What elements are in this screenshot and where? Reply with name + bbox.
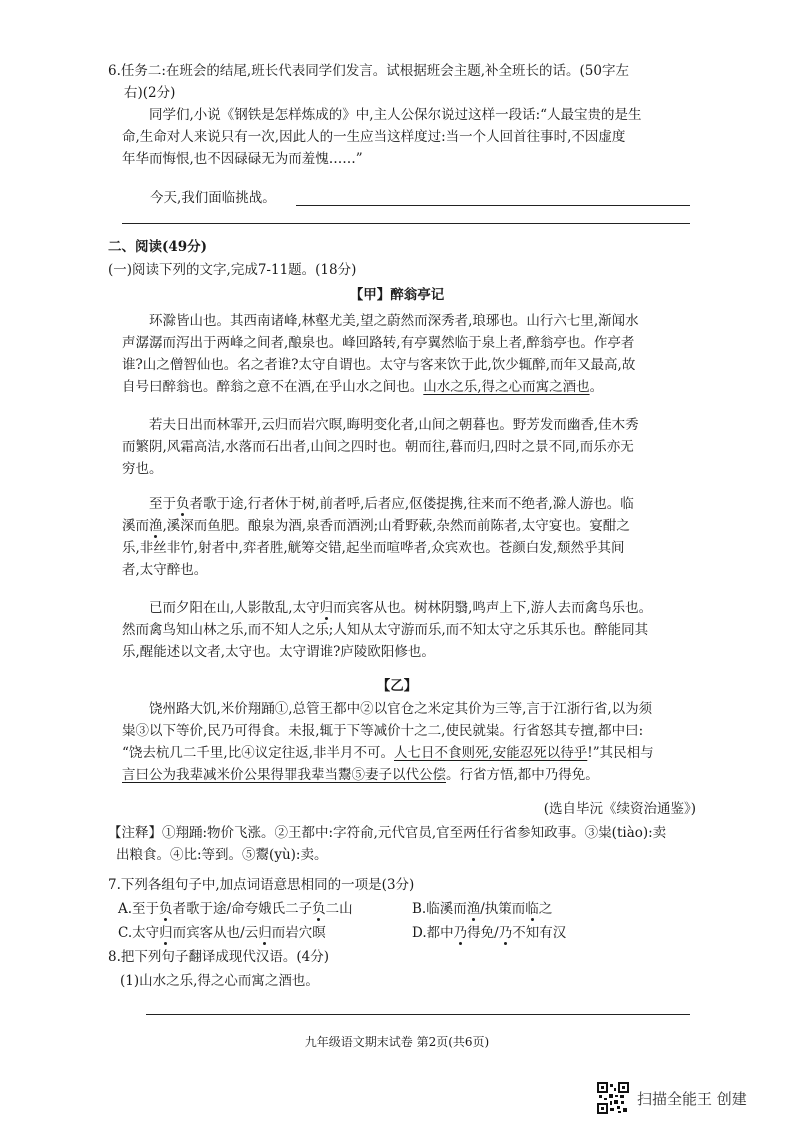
yi-source: (选自毕沅《续资治通鉴》) <box>543 801 696 817</box>
answer-line-3[interactable] <box>146 1014 690 1015</box>
q7-option-b[interactable]: B.临溪而渔/执策而临之 <box>412 901 553 917</box>
q6-quote-3: 年华而悔恨,也不因碌碌无为而羞愧……” <box>122 151 363 167</box>
q7-option-d[interactable]: D.都中乃得免/乃不知有汉 <box>412 925 567 941</box>
q7-option-a[interactable]: A.至于负者歌于途/命夸娥氏二子负二山 <box>118 901 353 917</box>
jia-p2-l3: 穷也。 <box>122 461 163 477</box>
q7-row-1 <box>118 898 678 920</box>
q6-quote-1: 同学们,小说《钢铁是怎样炼成的》中,主人公保尔说过这样一段话:“人最宝贵的是生 <box>149 107 642 123</box>
jia-p4-l2: 然而禽鸟知山林之乐,而不知人之乐;人知从太守游而乐,而不知太守之乐其乐也。醉能同其 <box>122 622 649 638</box>
dotted-word: 归 <box>319 600 334 616</box>
q7-row-2 <box>118 922 678 944</box>
notes-l2: 出粮食。④比:等到。⑤鬻(yù):卖。 <box>116 847 328 863</box>
jia-p1-l3: 谁?山之僧智仙也。名之者谁?太守自谓也。太守与客来饮于此,饮少辄醉,而年又最高,故 <box>122 357 636 373</box>
q7-stem: 7.下列各组句子中,加点词语意思相同的一项是(3分) <box>108 877 415 893</box>
jia-p3-l2: 溪而渔,溪深而鱼肥。酿泉为酒,泉香而酒洌;山肴野蔌,杂然而前陈者,太守宴也。宴酣之 <box>122 518 630 534</box>
jia-p2-l1: 若夫日出而林霏开,云归而岩穴暝,晦明变化者,山间之朝暮也。野芳发而幽香,佳木秀 <box>149 417 639 433</box>
jia-p3-l3: 乐,非丝非竹,射者中,弈者胜,觥筹交错,起坐而喧哗者,众宾欢也。苍颜白发,颓然乎其间 <box>122 540 625 556</box>
jia-p3-l1: 至于负者歌于途,行者休于树,前者呼,后者应,伛偻提携,往来而不绝者,滁人游也。临 <box>149 496 634 512</box>
scanner-watermark <box>597 1082 747 1114</box>
answer-line-1[interactable] <box>296 205 690 206</box>
jia-p1-l1: 环滁皆山也。其西南诸峰,林壑尤美,望之蔚然而深秀者,琅琊也。山行六七里,渐闻水 <box>149 313 639 329</box>
answer-line-2[interactable] <box>122 223 690 224</box>
jia-paragraph-3 <box>122 493 698 581</box>
section2-part1: (一)阅读下列的文字,完成7-11题。(18分) <box>108 262 357 278</box>
q6-quote <box>122 104 698 170</box>
jia-p4-l1: 已而夕阳在山,人影散乱,太守归而宾客从也。树林阴翳,鸣声上下,游人去而禽鸟乐也。 <box>149 600 653 616</box>
yi-l2: 粜③以下等价,民乃可得食。未报,辄于下等减价十之二,使民就粜。行省怒其专擅,都中曰: <box>122 723 644 739</box>
q8-sentence-1: (1)山水之乐,得之心而寓之酒也。 <box>120 973 319 989</box>
yi-title: 【乙】 <box>376 678 418 694</box>
yi-l3: “饶去杭几二千里,比④议定往返,非半月不可。人七日不食则死,安能忍死以待乎!”其民相与 <box>122 745 654 761</box>
notes-l1: 【注释】①翔踊:物价飞涨。②王都中:字符俞,元代官员,官至两任行省参知政事。③粜(tiào):卖 <box>108 825 667 841</box>
jia-p3-l4: 者,太守醉也。 <box>122 562 208 578</box>
q6-today: 今天,我们面临挑战。 <box>150 190 276 206</box>
dotted-word: 渔 <box>149 518 163 534</box>
notes <box>108 822 698 866</box>
jia-paragraph-1 <box>122 310 698 398</box>
section2-title: 二、阅读(49分) <box>108 239 208 255</box>
q6-stem <box>108 60 708 104</box>
underlined-sentence: 山水之乐,得之心而寓之酒也 <box>423 379 590 395</box>
jia-p1-l2: 声潺潺而泻出于两峰之间者,酿泉也。峰回路转,有亭翼然临于泉上者,醉翁亭也。作亭者 <box>122 335 635 351</box>
dotted-word: 负 <box>176 496 190 512</box>
jia-paragraph-2 <box>122 414 698 480</box>
jia-p1-l4: 自号曰醉翁也。醉翁之意不在酒,在乎山水之间也。山水之乐,得之心而寓之酒也。 <box>122 379 604 395</box>
yi-l4: 言曰公为我辈减米价公果得罪我辈当鬻⑤妻子以代公偿。行省方悟,都中乃得免。 <box>122 767 599 783</box>
q6-line2: 右)(2分) <box>124 85 176 101</box>
jia-title: 【甲】醉翁亭记 <box>349 287 445 303</box>
page-footer: 九年级语文期末试卷 第2页(共6页) <box>304 1035 490 1049</box>
jia-paragraph-4 <box>122 597 698 663</box>
q8-stem: 8.把下列句子翻译成现代汉语。(4分) <box>108 949 330 965</box>
yi-passage <box>122 698 698 786</box>
q6-quote-2: 命,生命对人来说只有一次,因此人的一生应当这样度过:当一个人回首往事时,不因虚度 <box>122 129 626 145</box>
underlined-sentence: 人七日不食则死,安能忍死以待乎 <box>393 745 588 761</box>
q7-option-c[interactable]: C.太守归而宾客从也/云归而岩穴暝 <box>118 925 326 941</box>
q6-line1: 6.任务二:在班会的结尾,班长代表同学们发言。试根据班会主题,补全班长的话。(50字左 <box>108 63 629 79</box>
underlined-sentence: 言曰公为我辈减米价公果得罪我辈当鬻⑤妻子以代公偿 <box>122 767 446 783</box>
jia-p4-l3: 乐,醒能述以文者,太守也。太守谓谁?庐陵欧阳修也。 <box>122 644 435 660</box>
yi-l1: 饶州路大饥,米价翔踊①,总管王都中②以官仓之米定其价为三等,言于江浙行省,以为须 <box>149 701 653 717</box>
brand-text: 扫描全能王 创建 <box>637 1089 747 1108</box>
jia-p2-l2: 而繁阴,风霜高洁,水落而石出者,山间之四时也。朝而往,暮而归,四时之景不同,而乐亦无 <box>122 439 634 455</box>
qr-code-icon <box>597 1082 629 1114</box>
